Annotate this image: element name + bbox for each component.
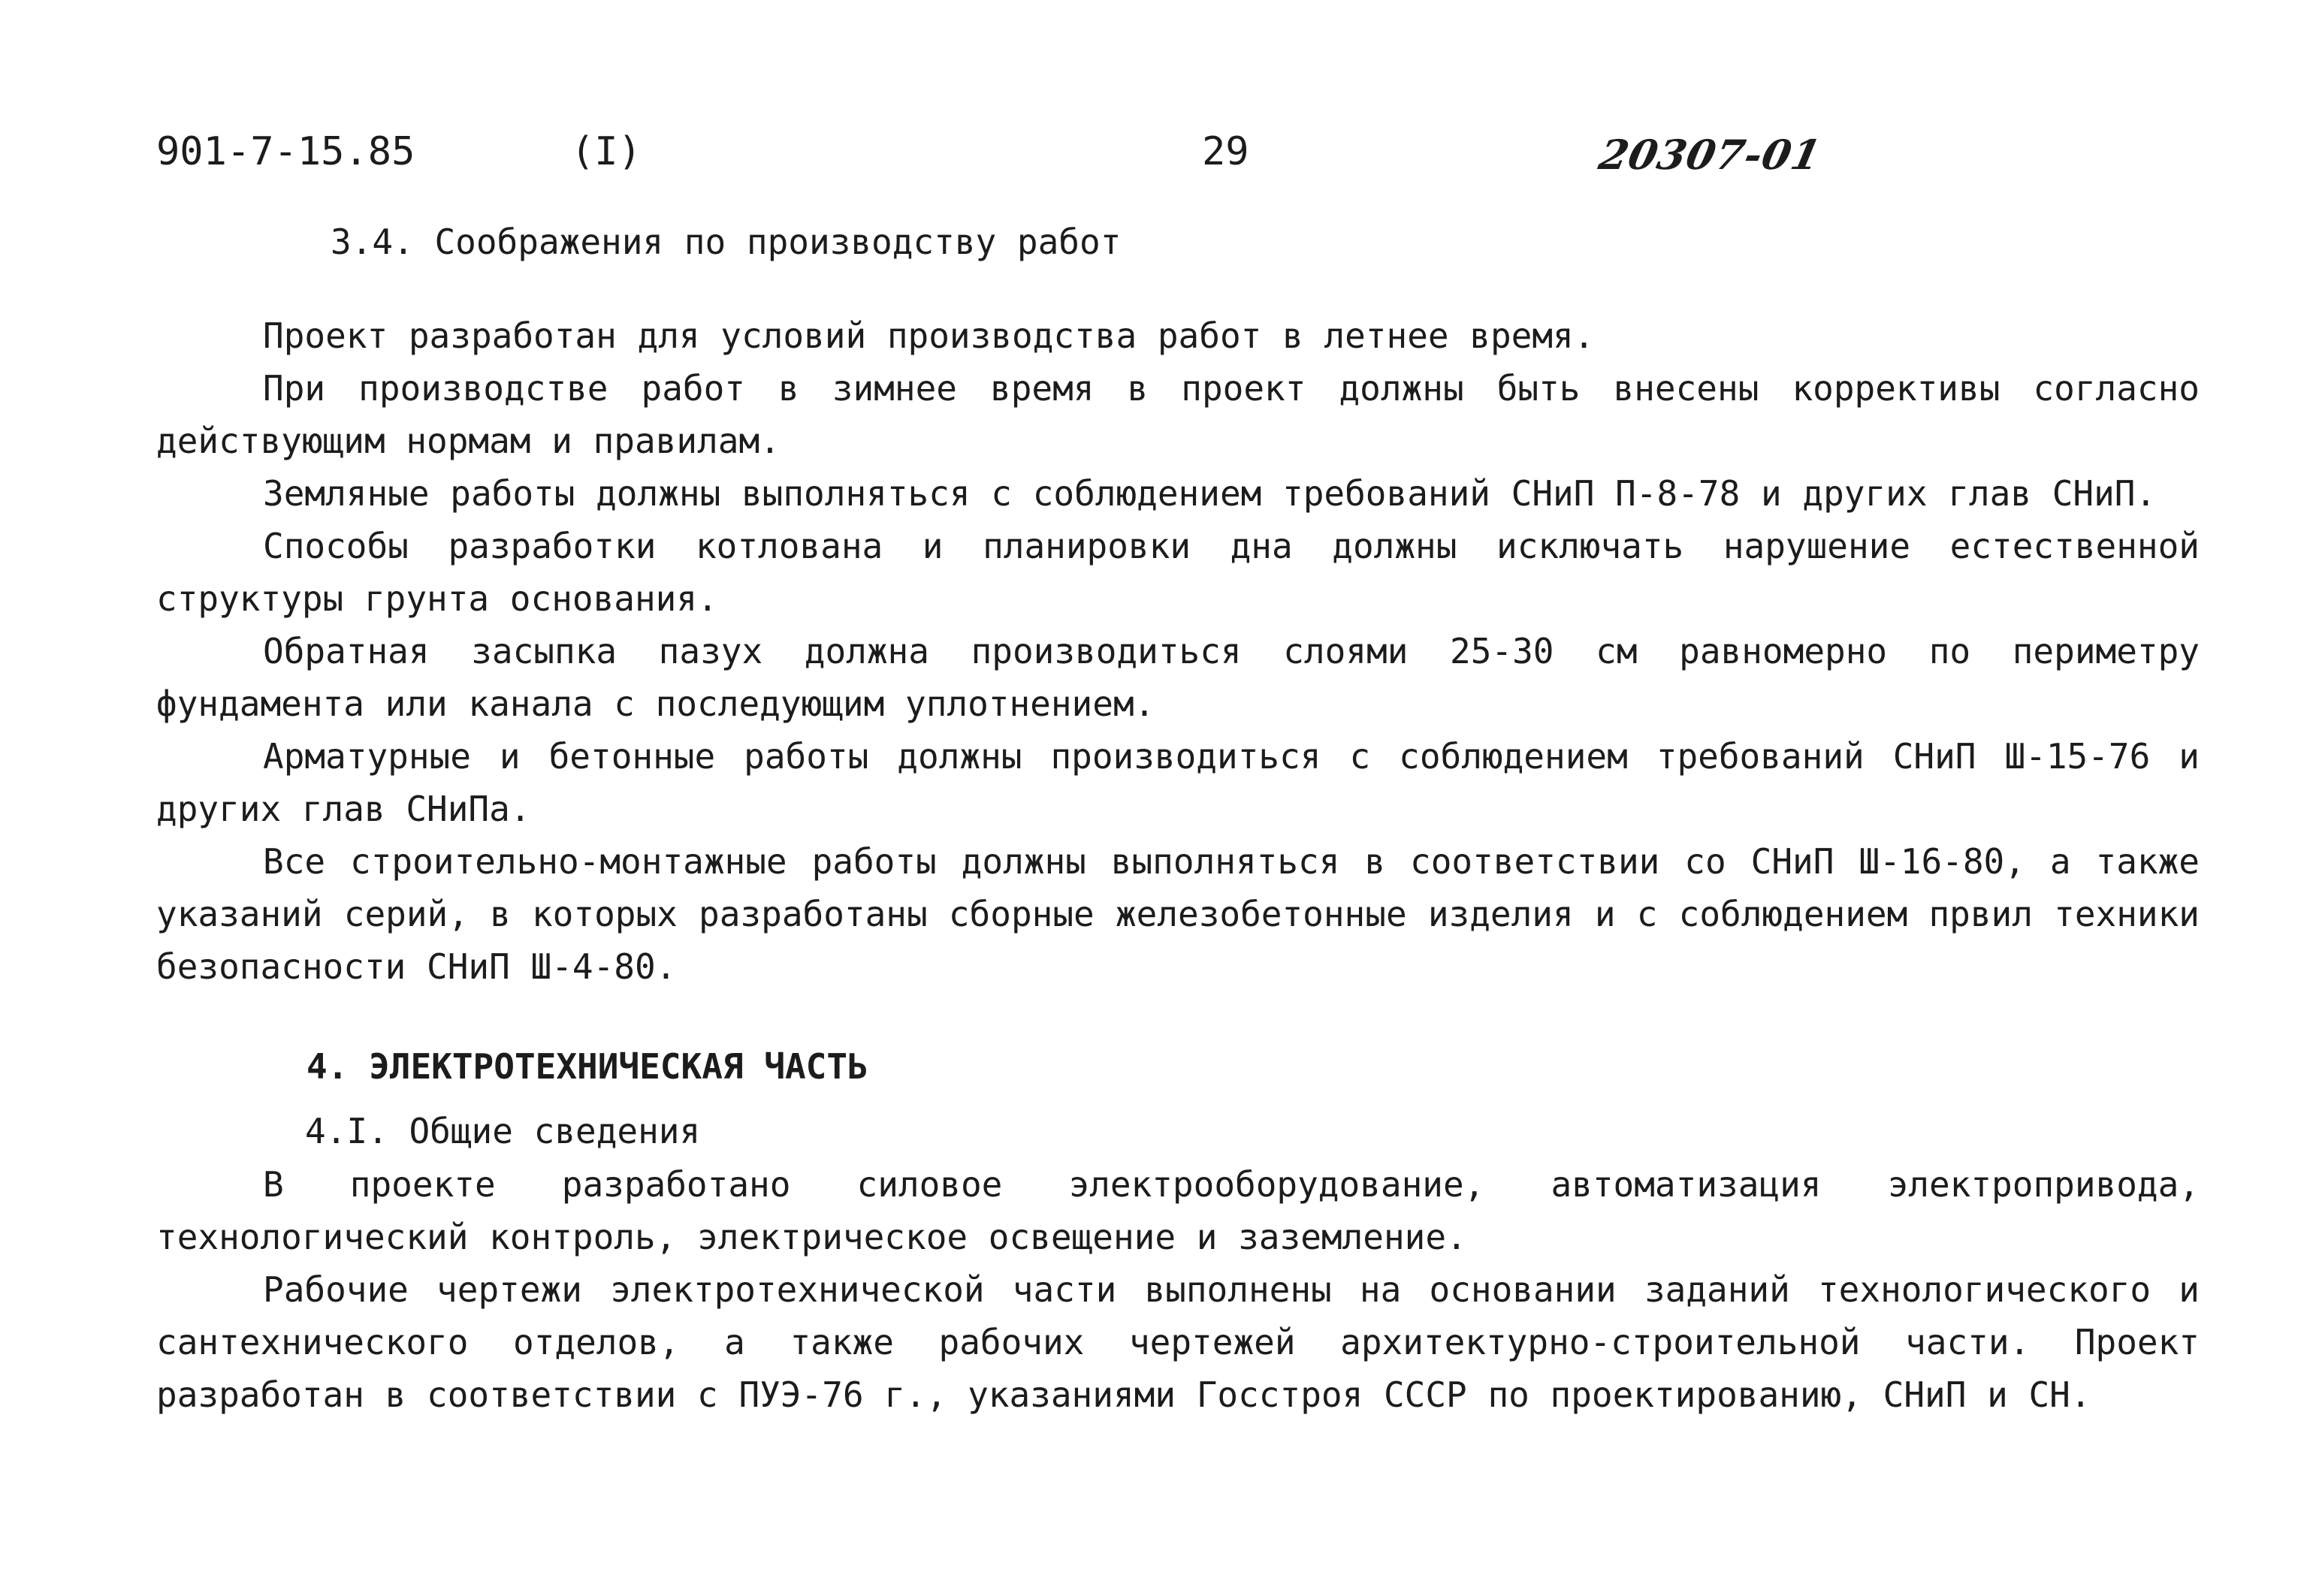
document-part: (I) bbox=[571, 129, 642, 174]
section-3-4-paragraph: Обратная засыпка пазух должна производиться слоями 25-30 см равномерно по периметру фундамента или канала с последующим уплотнением. bbox=[156, 631, 2200, 724]
section-3-4-paragraph: Способы разработки котлована и планировки дна должны исключать нарушение естественной структуры грунта основания. bbox=[156, 526, 2200, 619]
section-4-paragraph: Рабочие чертежи электротехнической части выполнены на основании заданий технологического и сантехнического отделов, а также рабочих чертежей архитектурно-строительной части. Проект разработан в соответствии с ПУЭ-76 г., указаниями Госстроя СССР по проектированию, СНиП и СН. bbox=[156, 1269, 2200, 1415]
section-3-4-paragraph: Земляные работы должны выполняться с соблюдением требований СНиП П-8-78 и других глав СНиП. bbox=[263, 473, 2157, 514]
inventory-number: 20307-01 bbox=[1595, 131, 1826, 179]
section-3-4-paragraph: При производстве работ в зимнее время в проект должны быть внесены коррективы согласно действующим нормам и правилам. bbox=[156, 368, 2200, 461]
section-4-paragraph: В проекте разработано силовое электрооборудование, автоматизация электропривода, технологический контроль, электрическое освещение и заземление. bbox=[156, 1164, 2200, 1257]
page-number: 29 bbox=[1202, 129, 1249, 174]
document-body bbox=[156, 219, 2200, 1421]
section-4-1-heading: 4.I. Общие сведения bbox=[305, 1111, 701, 1151]
section-3-4-paragraph: Все строительно-монтажные работы должны выполняться в соответствии со СНиП Ш-16-80, а также указаний серий, в которых разработаны сборные железобетонные изделия и с соблюдением првил техники безопасности СНиП Ш-4-80. bbox=[156, 841, 2200, 987]
section-3-4-paragraph: Проект разработан для условий производства работ в летнее время. bbox=[263, 315, 1595, 356]
section-3-4-heading: 3.4. Соображения по производству работ bbox=[331, 222, 1122, 262]
section-3-4-paragraph: Арматурные и бетонные работы должны производиться с соблюдением требований СНиП Ш-15-76 и других глав СНиПа. bbox=[156, 736, 2200, 829]
document-code: 901-7-15.85 bbox=[156, 129, 415, 174]
section-4-heading: 4. ЭЛЕКТРОТЕХНИЧЕСКАЯ ЧАСТЬ bbox=[306, 1046, 868, 1087]
